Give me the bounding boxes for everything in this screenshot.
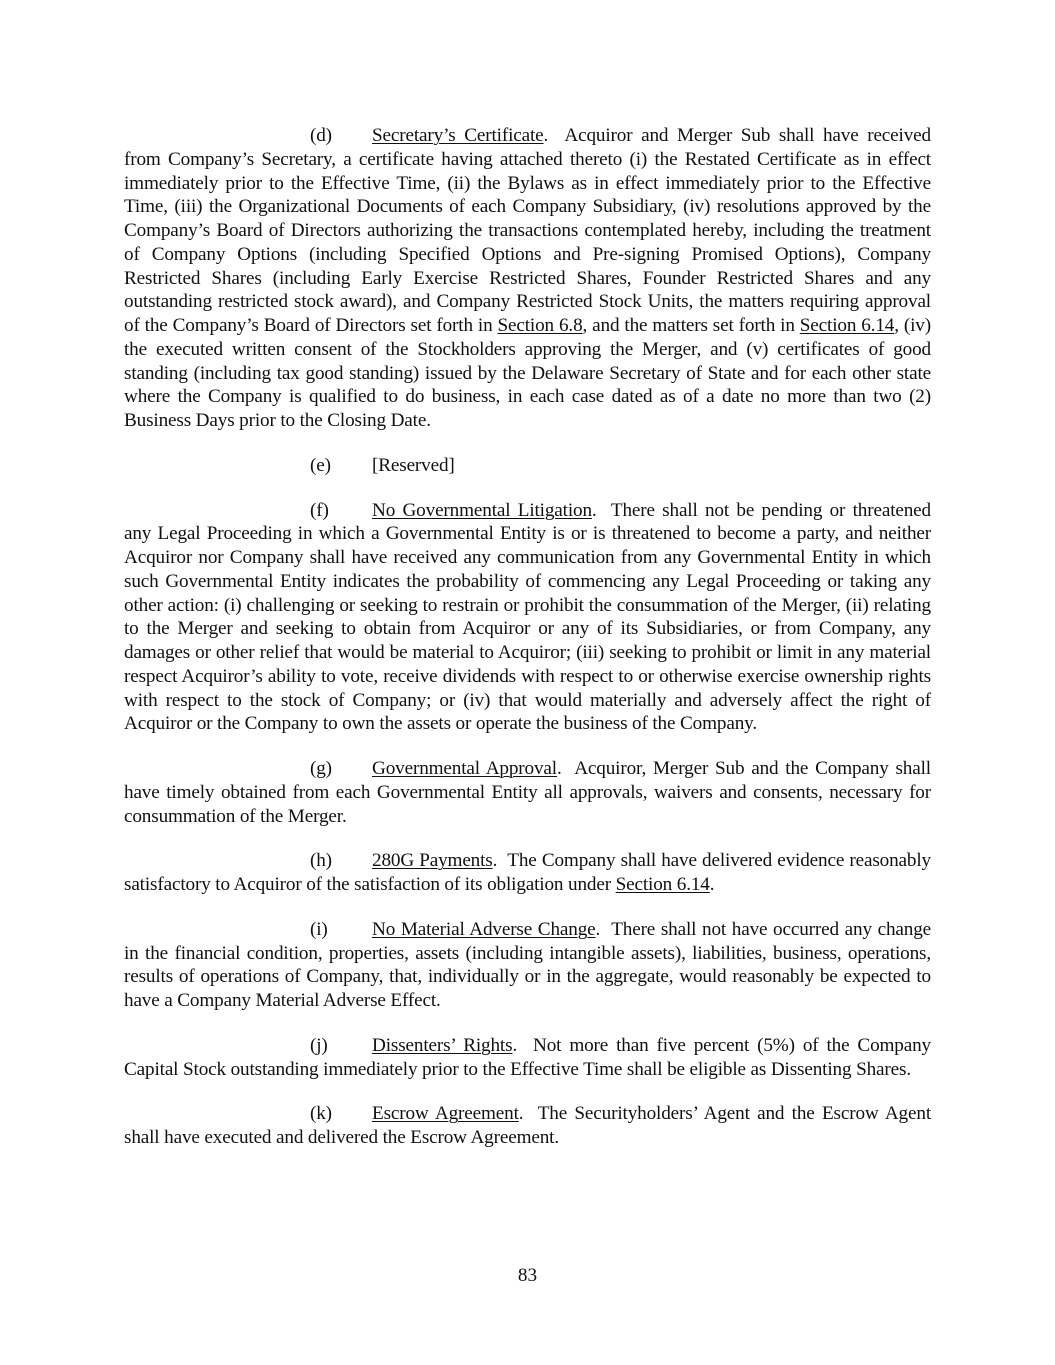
section-label: (j) <box>310 1034 328 1056</box>
section-e <box>124 454 931 478</box>
section-j: (j) Dissenters’ Rights. Not more than five percent (5%) of the Company Capital Stock outstanding immediately prior to the Effective Time shall be eligible as Dissenting Shares. <box>124 1034 931 1080</box>
section-body: Acquiror and Merger Sub shall have received from Company’s Secretary, a certificate having attached thereto (i) the Restated Certificate as in effect immediately prior to the Effective Time, (ii) the Bylaws as in effect immediately prior to the Effective Time, (iii) the Organizational Documents of each Company Subsidiary, (iv) resolutions approved by the Company’s Board of Directors authorizing the transactions contemplated hereby, including the treatment of Company Options (including Specified Options and Pre-signing Promised Options), Company Restricted Shares (including Early Exercise Restricted Shares, Founder Restricted Shares and any outstanding restricted stock award), and Company Restricted Stock Units, the matters requiring approval of the Company’s Board of Directors set forth in <box>124 125 931 336</box>
section-h: (h) 280G Payments. The Company shall have delivered evidence reasonably satisfactory to Acquiror of the satisfaction of its obligation under Section 6.14. <box>124 850 931 895</box>
document-page <box>124 124 931 1171</box>
section-heading: Secretary’s Certificate <box>372 125 544 146</box>
section-heading: No Material Adverse Change <box>372 918 596 940</box>
section-body: Not more than five percent (5%) of the Company Capital Stock outstanding immediately prior to the Effective Time shall be eligible as Dissenting Shares. <box>124 1034 931 1080</box>
section-k: (k) Escrow Agreement. The Securityholders’ Agent and the Escrow Agent shall have executed and delivered the Escrow Agreement. <box>124 1103 931 1148</box>
section-heading: 280G Payments <box>372 850 493 872</box>
section-d: (d) Secretary’s Certificate. Acquiror and Merger Sub shall have received from Company’s Secretary, a certificate having attached thereto (i) the Restated Certificate as in effect immediately prior to the Effective Time, (ii) the Bylaws as in effect immediately prior to the Effective Time, (iii) the Organizational Documents of each Company Subsidiary, (iv) resolutions approved by the Company’s Board of Directors authorizing the transactions contemplated hereby, including the treatment of Company Options (including Specified Options and Pre-signing Promised Options), Company Restricted Shares (including Early Exercise Restricted Shares, Founder Restricted Shares and any outstanding restricted stock award), and Company Restricted Stock Units, the matters requiring approval of the Company’s Board of Directors set forth in Section 6.8, and the matters set forth in Section 6.14, (iv) the executed written consent of the Stockholders approving the Merger, and (v) certificates of good standing (including tax good standing) issued by the Delaware Secretary of State and for each other state where the Company is qualified to do business, in each case dated as of a date no more than two (2) Business Days prior to the Closing Date. <box>124 125 931 431</box>
section-body: , (iv) the executed written consent of the Stockholders approving the Merger, and (v) certificates of good standing (including tax good standing) issued by the Delaware Secretary of State and for each other state where the Company is qualified to do business, in each case dated as of a date no more than two (2) Business Days prior to the Closing Date. <box>124 315 931 431</box>
section-body: The Securityholders’ Agent and the Escrow Agent shall have executed and delivered the Escrow Agreement. <box>124 1103 931 1148</box>
section-heading: Dissenters’ Rights <box>372 1034 513 1056</box>
section-body: Acquiror, Merger Sub and the Company shall have timely obtained from each Governmental Entity all approvals, waivers and consents, necessary for consummation of the Merger. <box>124 758 931 827</box>
section-heading: Governmental Approval <box>372 758 557 779</box>
cross-reference-link[interactable]: Section 6.14 <box>799 315 895 336</box>
page-number: 83 <box>517 1265 538 1286</box>
section-body: There shall not be pending or threatened any Legal Proceeding in which a Governmental Entity is or is threatened to become a party, and neither Acquiror nor Company shall have received any communication from any Governmental Entity in which such Governmental Entity indicates the probability of commencing any Legal Proceeding or taking any other action: (i) challenging or seeking to restrain or prohibit the consummation of the Merger, (ii) relating to the Merger and seeking to obtain from Acquiror or any of its Subsidiaries, or from Company, any damages or other relief that would be material to Acquiror; (iii) seeking to prohibit or limit in any material respect Acquiror’s ability to vote, receive dividends with respect to or otherwise exercise ownership rights with respect to the stock of Company; or (iv) that would materially and adversely affect the right of Acquiror or the Company to own the assets or operate the business of the Company. <box>124 499 931 735</box>
section-label: (e) <box>310 454 331 476</box>
section-heading: Escrow Agreement <box>372 1103 519 1125</box>
section-f: (f) No Governmental Litigation. There shall not be pending or threatened any Legal Proceeding in which a Governmental Entity is or is threatened to become a party, and neither Acquiror nor Company shall have received any communication from any Governmental Entity in which such Governmental Entity indicates the probability of commencing any Legal Proceeding or taking any other action: (i) challenging or seeking to restrain or prohibit the consummation of the Merger, (ii) relating to the Merger and seeking to obtain from Acquiror or any of its Subsidiaries, or from Company, any damages or other relief that would be material to Acquiror; (iii) seeking to prohibit or limit in any material respect Acquiror’s ability to vote, receive dividends with respect to or otherwise exercise ownership rights with respect to the stock of Company; or (iv) that would materially and adversely affect the right of Acquiror or the Company to own the assets or operate the business of the Company. <box>124 499 931 735</box>
section-label: (h) <box>310 850 332 872</box>
section-body: [Reserved] <box>372 454 455 476</box>
section-heading: No Governmental Litigation <box>372 499 592 521</box>
section-label: (f) <box>310 499 329 521</box>
cross-reference-link[interactable]: Section 6.14 <box>615 874 710 895</box>
section-label: (i) <box>310 918 328 940</box>
section-label: (d) <box>310 125 332 146</box>
section-body: There shall not have occurred any change in the financial condition, properties, assets (including intangible assets), liabilities, business, operations, results of operations of Company, that, individually or in the aggregate, would reasonably be expected to have a Company Material Adverse Effect. <box>124 918 932 1011</box>
section-label: (k) <box>310 1103 332 1125</box>
cross-reference-link[interactable]: Section 6.8 <box>497 315 583 336</box>
section-i: (i) No Material Adverse Change. There shall not have occurred any change in the financial condition, properties, assets (including intangible assets), liabilities, business, operations, results of operations of Company, that, individually or in the aggregate, would reasonably be expected to have a Company Material Adverse Effect. <box>124 918 932 1011</box>
section-label: (g) <box>310 758 332 779</box>
section-body: The Company shall have delivered evidence reasonably satisfactory to Acquiror of the satisfaction of its obligation under <box>124 850 931 895</box>
section-body: , and the matters set forth in <box>582 315 800 336</box>
section-g: (g) Governmental Approval. Acquiror, Merger Sub and the Company shall have timely obtained from each Governmental Entity all approvals, waivers and consents, necessary for consummation of the Merger. <box>124 758 931 827</box>
